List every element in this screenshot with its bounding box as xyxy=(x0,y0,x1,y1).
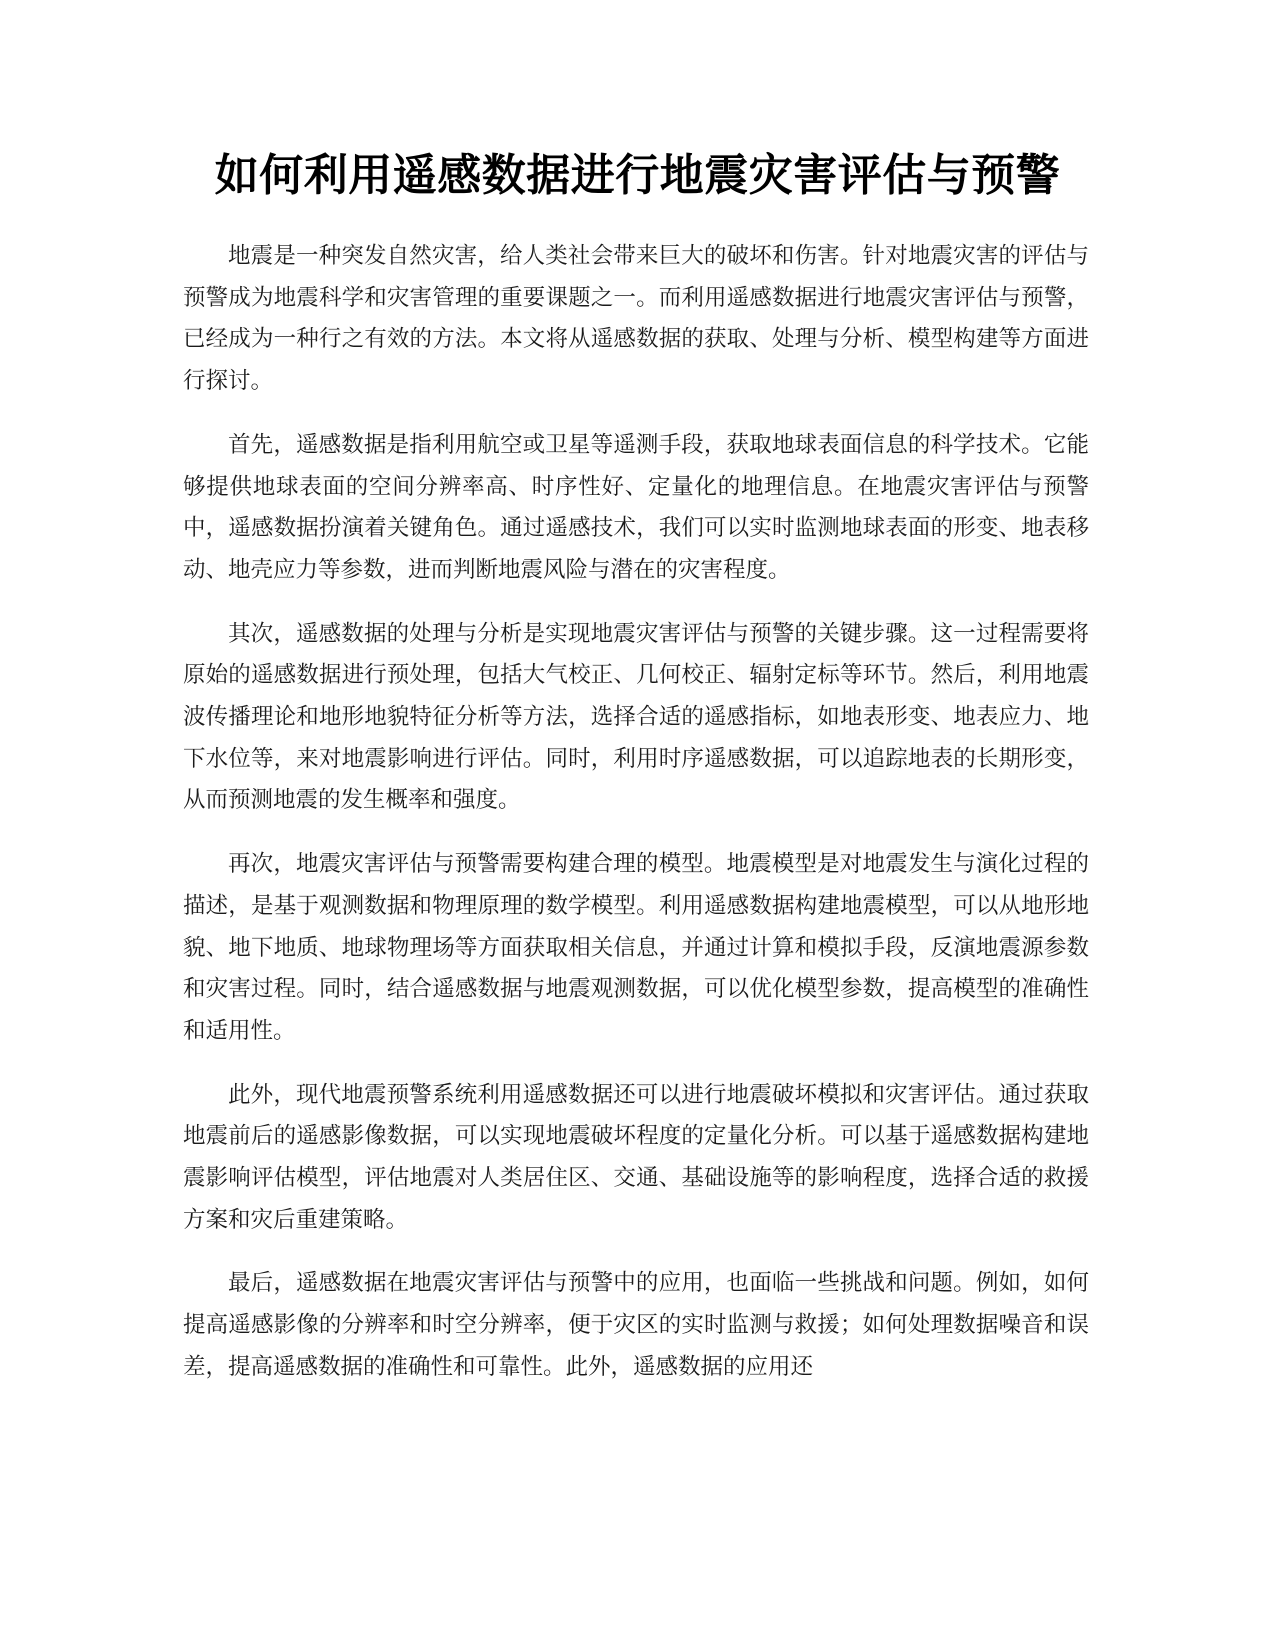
document-title: 如何利用遥感数据进行地震灾害评估与预警 xyxy=(214,150,1061,201)
paragraph-fourth: 此外，现代地震预警系统利用遥感数据还可以进行地震破坏模拟和灾害评估。通过获取地震前后的遥感影像数据，可以实现地震破坏程度的定量化分析。可以基于遥感数据构建地震影响评估模型，评估地震对人类居住区、交通、基础设施等的影响程度，选择合适的救援方案和灾后重建策略。 xyxy=(183,1081,1089,1233)
paragraph-first: 首先，遥感数据是指利用航空或卫星等遥测手段，获取地球表面信息的科学技术。它能够提供地球表面的空间分辨率高、时序性好、定量化的地理信息。在地震灾害评估与预警中，遥感数据扮演着关键角色。通过遥感技术，我们可以实时监测地球表面的形变、地表移动、地壳应力等参数，进而判断地震风险与潜在的灾害程度。 xyxy=(183,431,1089,583)
paragraph-intro: 地震是一种突发自然灾害，给人类社会带来巨大的破坏和伤害。针对地震灾害的评估与预警成为地震科学和灾害管理的重要课题之一。而利用遥感数据进行地震灾害评估与预警，已经成为一种行之有效的方法。本文将从遥感数据的获取、处理与分析、模型构建等方面进行探讨。 xyxy=(183,243,1089,395)
paragraph-last: 最后，遥感数据在地震灾害评估与预警中的应用，也面临一些挑战和问题。例如，如何提高遥感影像的分辨率和时空分辨率，便于灾区的实时监测与救援；如何处理数据噪音和误差，提高遥感数据的准确性和可靠性。此外，遥感数据的应用还 xyxy=(183,1270,1089,1380)
paragraph-third: 再次，地震灾害评估与预警需要构建合理的模型。地震模型是对地震发生与演化过程的描述，是基于观测数据和物理原理的数学模型。利用遥感数据构建地震模型，可以从地形地貌、地下地质、地球物理场等方面获取相关信息，并通过计算和模拟手段，反演地震源参数和灾害过程。同时，结合遥感数据与地震观测数据，可以优化模型参数，提高模型的准确性和适用性。 xyxy=(183,851,1089,1044)
paragraph-second: 其次，遥感数据的处理与分析是实现地震灾害评估与预警的关键步骤。这一过程需要将原始的遥感数据进行预处理，包括大气校正、几何校正、辐射定标等环节。然后，利用地震波传播理论和地形地貌特征分析等方法，选择合适的遥感指标，如地表形变、地表应力、地下水位等，来对地震影响进行评估。同时，利用时序遥感数据，可以追踪地表的长期形变，从而预测地震的发生概率和强度。 xyxy=(183,620,1089,814)
document-body xyxy=(183,236,1089,1411)
